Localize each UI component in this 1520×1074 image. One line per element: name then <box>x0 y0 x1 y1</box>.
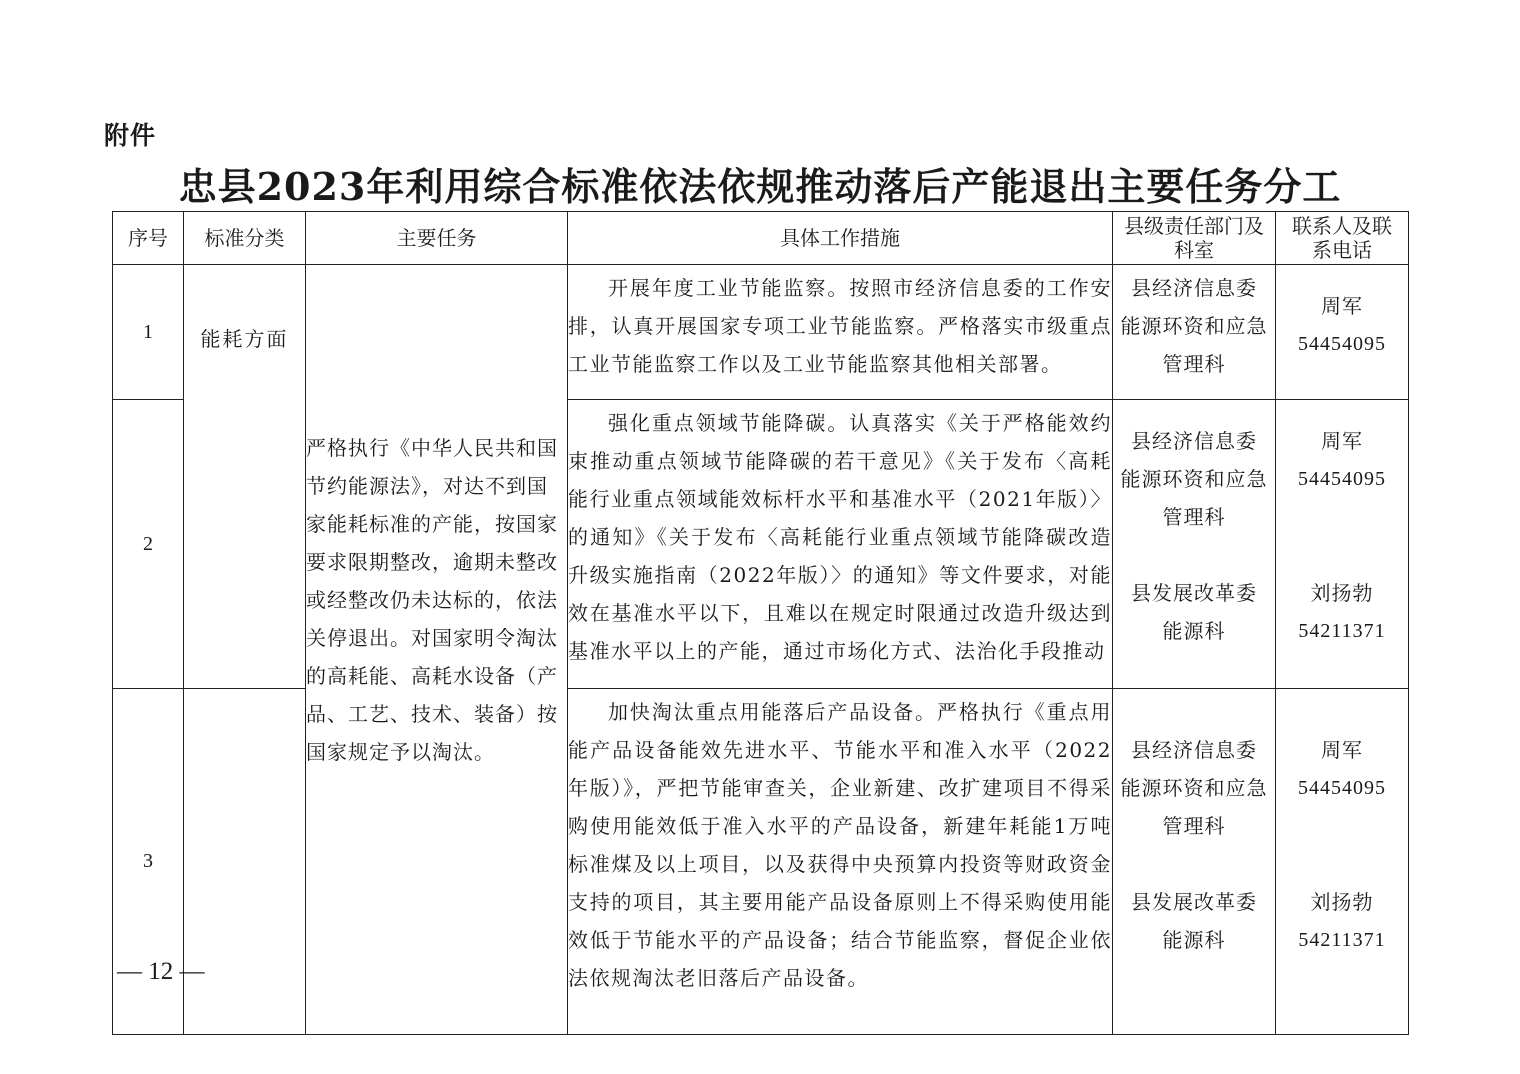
contact-name: 刘扬勃 <box>1310 581 1374 605</box>
column-header-contact: 联系人及联系电话 <box>1276 212 1409 265</box>
department-office: 能源科 <box>1162 928 1226 952</box>
measure-cell <box>568 265 1113 400</box>
department-name: 县经济信息委 <box>1131 276 1257 300</box>
contact-phone: 54211371 <box>1298 620 1386 642</box>
column-header-category: 标准分类 <box>184 212 306 265</box>
contact-name: 周军 <box>1321 738 1363 762</box>
department-name: 县发展改革委 <box>1131 581 1257 605</box>
main-task-text: 严格执行《中华人民共和国节约能源法》，对达不到国家能耗标准的产能，按国家要求限期整改，逾期未整改或经整改仍未达标的，依法关停退出。对国家明令淘汰的高耗能、高耗水设备（产品、工艺、技术、装备）按国家规定予以淘汰。 <box>306 436 558 764</box>
measure-text: 开展年度工业节能监察。按照市经济信息委的工作安排，认真开展国家专项工业节能监察。严格落实市级重点工业节能监察工作以及工业节能监察其他相关部署。 <box>568 276 1112 376</box>
task-table <box>112 211 1409 1035</box>
main-task-cell <box>306 265 568 1035</box>
contact-cell <box>1276 265 1409 400</box>
category-cell: 能耗方面 <box>184 265 306 689</box>
document-title: 忠县2023年利用综合标准依法依规推动落后产能退出主要任务分工 <box>178 164 1342 209</box>
contact-phone: 54211371 <box>1298 929 1386 951</box>
contact-phone: 54454095 <box>1298 333 1386 355</box>
row-number: 3 <box>113 689 184 1035</box>
contact-name: 周军 <box>1321 294 1363 318</box>
contact-cell <box>1276 689 1409 1035</box>
contact-name: 周军 <box>1321 429 1363 453</box>
attachment-label: 附件 <box>104 121 157 150</box>
department-name: 县经济信息委 <box>1131 738 1257 762</box>
department-office: 能源环资和应急管理科 <box>1120 467 1268 529</box>
measure-text: 强化重点领域节能降碳。认真落实《关于严格能效约束推动重点领域节能降碳的若干意见》《关于发布〈高耗能行业重点领域能效标杆水平和基准水平（2021年版）〉的通知》《关于发布〈高耗能行业重点领域节能降碳改造升级实施指南（2022年版）〉的通知》等文件要求，对能效在基准水平以下，且难以在规定时限通过改造升级达到基准水平以上的产能，通过市场化方式、法治化手段推动 <box>568 411 1112 663</box>
row-number: 1 <box>113 265 184 400</box>
page-number: — 12 — <box>117 958 205 985</box>
department-office: 能源环资和应急管理科 <box>1120 776 1268 838</box>
contact-phone: 54454095 <box>1298 777 1386 799</box>
department-office: 能源科 <box>1162 619 1226 643</box>
contact-phone: 54454095 <box>1298 468 1386 490</box>
column-header-measures: 具体工作措施 <box>568 212 1113 265</box>
table-header-row <box>113 212 1409 265</box>
contact-name: 刘扬勃 <box>1310 890 1374 914</box>
contact-cell <box>1276 400 1409 689</box>
row-number: 2 <box>113 400 184 689</box>
table-row <box>113 265 1409 400</box>
column-header-no: 序号 <box>113 212 184 265</box>
measure-text: 加快淘汰重点用能落后产品设备。严格执行《重点用能产品设备能效先进水平、节能水平和准入水平（2022年版）》，严把节能审查关，企业新建、改扩建项目不得采购使用能效低于准入水平的产品设备，新建年耗能1万吨标准煤及以上项目，以及获得中央预算内投资等财政资金支持的项目，其主要用能产品设备原则上不得采购使用能效低于节能水平的产品设备；结合节能监察，督促企业依法依规淘汰老旧落后产品设备。 <box>568 700 1112 990</box>
department-cell <box>1113 689 1276 1035</box>
measure-cell <box>568 689 1113 1035</box>
department-cell <box>1113 265 1276 400</box>
department-name: 县发展改革委 <box>1131 890 1257 914</box>
column-header-department: 县级责任部门及科室 <box>1113 212 1276 265</box>
column-header-main-task: 主要任务 <box>306 212 568 265</box>
department-cell <box>1113 400 1276 689</box>
measure-cell <box>568 400 1113 689</box>
department-office: 能源环资和应急管理科 <box>1120 314 1268 376</box>
department-name: 县经济信息委 <box>1131 429 1257 453</box>
